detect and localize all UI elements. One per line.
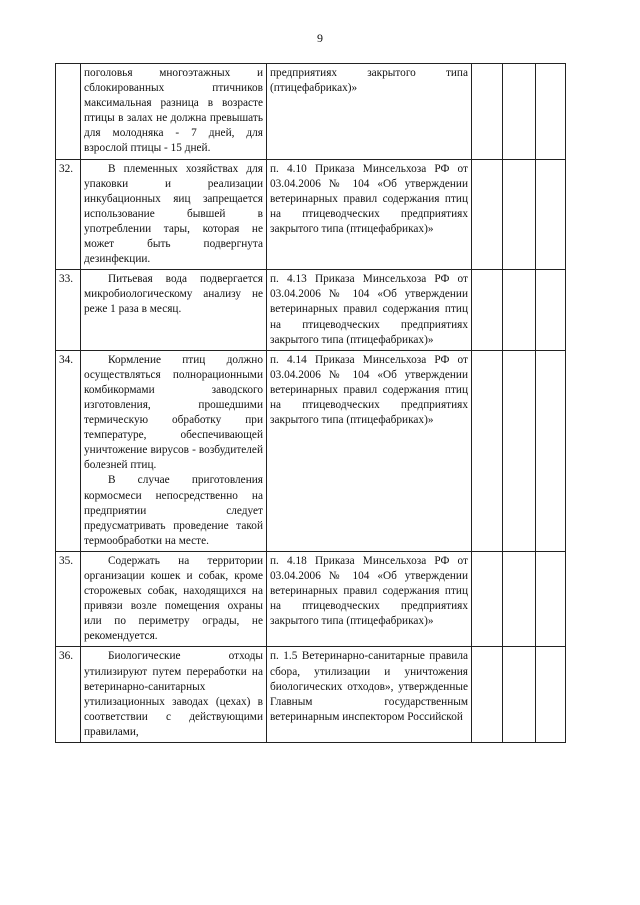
page-number: 9 bbox=[317, 31, 323, 45]
requirement-cell bbox=[81, 647, 267, 743]
row-number: 34. bbox=[56, 350, 81, 551]
row-number: 35. bbox=[56, 551, 81, 647]
requirement-text: Кормление птиц должно осуществляться полнорационными комбикормами заводского изготовления, прошедшими термическую обработку при температуре, обеспечивающей уничтожение вирусов - возбудителей болезней птиц. bbox=[84, 353, 263, 472]
row-number: 36. bbox=[56, 647, 81, 743]
empty-check-cell-1 bbox=[472, 350, 503, 551]
legal-reference-cell: п. 4.10 Приказа Минсельхоза РФ от 03.04.2006 № 104 «Об утверждении ветеринарных правил содержания птиц на птицеводческих предприятиях закрытого типа (птицефабриках)» bbox=[267, 159, 472, 270]
empty-check-cell-2 bbox=[503, 159, 536, 270]
requirement-cell bbox=[81, 270, 267, 350]
table-row bbox=[56, 159, 566, 270]
legal-reference-cell: п. 1.5 Ветеринарно-санитарные правила сбора, утилизации и уничтожения биологических отходов», утвержденные Главным государственным ветеринарным инспектором Российской bbox=[267, 647, 472, 743]
requirement-cell bbox=[81, 64, 267, 160]
requirement-text: Содержать на территории организации кошек и собак, кроме сторожевых собак, находящихся на привязи возле помещения охраны или по периметру ограды, не рекомендуется. bbox=[84, 554, 263, 643]
requirement-text: Питьевая вода подвергается микробиологическому анализу не реже 1 раза в месяц. bbox=[84, 273, 263, 316]
row-number: 33. bbox=[56, 270, 81, 350]
empty-check-cell-2 bbox=[503, 551, 536, 647]
empty-check-cell-2 bbox=[503, 647, 536, 743]
table-row bbox=[56, 64, 566, 160]
legal-reference-cell: п. 4.13 Приказа Минсельхоза РФ от 03.04.2006 № 104 «Об утверждении ветеринарных правил содержания птиц на птицеводческих предприятиях закрытого типа (птицефабриках)» bbox=[267, 270, 472, 350]
table-row bbox=[56, 647, 566, 743]
row-number bbox=[56, 64, 81, 160]
table-row bbox=[56, 270, 566, 350]
legal-reference-cell: предприятиях закрытого типа (птицефабриках)» bbox=[267, 64, 472, 160]
row-number: 32. bbox=[56, 159, 81, 270]
empty-check-cell-3 bbox=[536, 270, 566, 350]
requirement-text: В племенных хозяйствах для упаковки и реализации инкубационных яиц запрещается использование бывшей в употреблении тары, которая не может быть подвергнута дезинфекции. bbox=[84, 162, 263, 266]
empty-check-cell-2 bbox=[503, 350, 536, 551]
empty-check-cell-1 bbox=[472, 647, 503, 743]
table-row bbox=[56, 551, 566, 647]
legal-reference-cell: п. 4.14 Приказа Минсельхоза РФ от 03.04.2006 № 104 «Об утверждении ветеринарных правил содержания птиц на птицеводческих предприятиях закрытого типа (птицефабриках)» bbox=[267, 350, 472, 551]
requirement-text: поголовья многоэтажных и сблокированных птичников максимальная разница в возрасте птицы в залах не должна превышать для молодняка - 7 дней, для взрослой птицы - 15 дней. bbox=[84, 67, 263, 155]
table-row bbox=[56, 350, 566, 551]
empty-check-cell-3 bbox=[536, 350, 566, 551]
empty-check-cell-1 bbox=[472, 270, 503, 350]
empty-check-cell-3 bbox=[536, 551, 566, 647]
requirement-text: Биологические отходы утилизируют путем переработки на ветеринарно-санитарных утилизационных заводах (цехах) в соответствии с действующими правилами, bbox=[84, 650, 263, 738]
legal-reference-cell: п. 4.18 Приказа Минсельхоза РФ от 03.04.2006 № 104 «Об утверждении ветеринарных правил содержания птиц на птицеводческих предприятиях закрытого типа (птицефабриках)» bbox=[267, 551, 472, 647]
requirement-cell bbox=[81, 350, 267, 551]
empty-check-cell-2 bbox=[503, 270, 536, 350]
empty-check-cell-1 bbox=[472, 551, 503, 647]
empty-check-cell-1 bbox=[472, 159, 503, 270]
empty-check-cell-2 bbox=[503, 64, 536, 160]
requirement-cell bbox=[81, 551, 267, 647]
requirement-cell bbox=[81, 159, 267, 270]
empty-check-cell-3 bbox=[536, 64, 566, 160]
empty-check-cell-1 bbox=[472, 64, 503, 160]
requirements-table bbox=[55, 63, 566, 743]
empty-check-cell-3 bbox=[536, 647, 566, 743]
requirement-text: В случае приготовления кормосмеси непосредственно на предприятии следует предусматривать проведение такой термообработки на месте. bbox=[84, 474, 263, 547]
empty-check-cell-3 bbox=[536, 159, 566, 270]
